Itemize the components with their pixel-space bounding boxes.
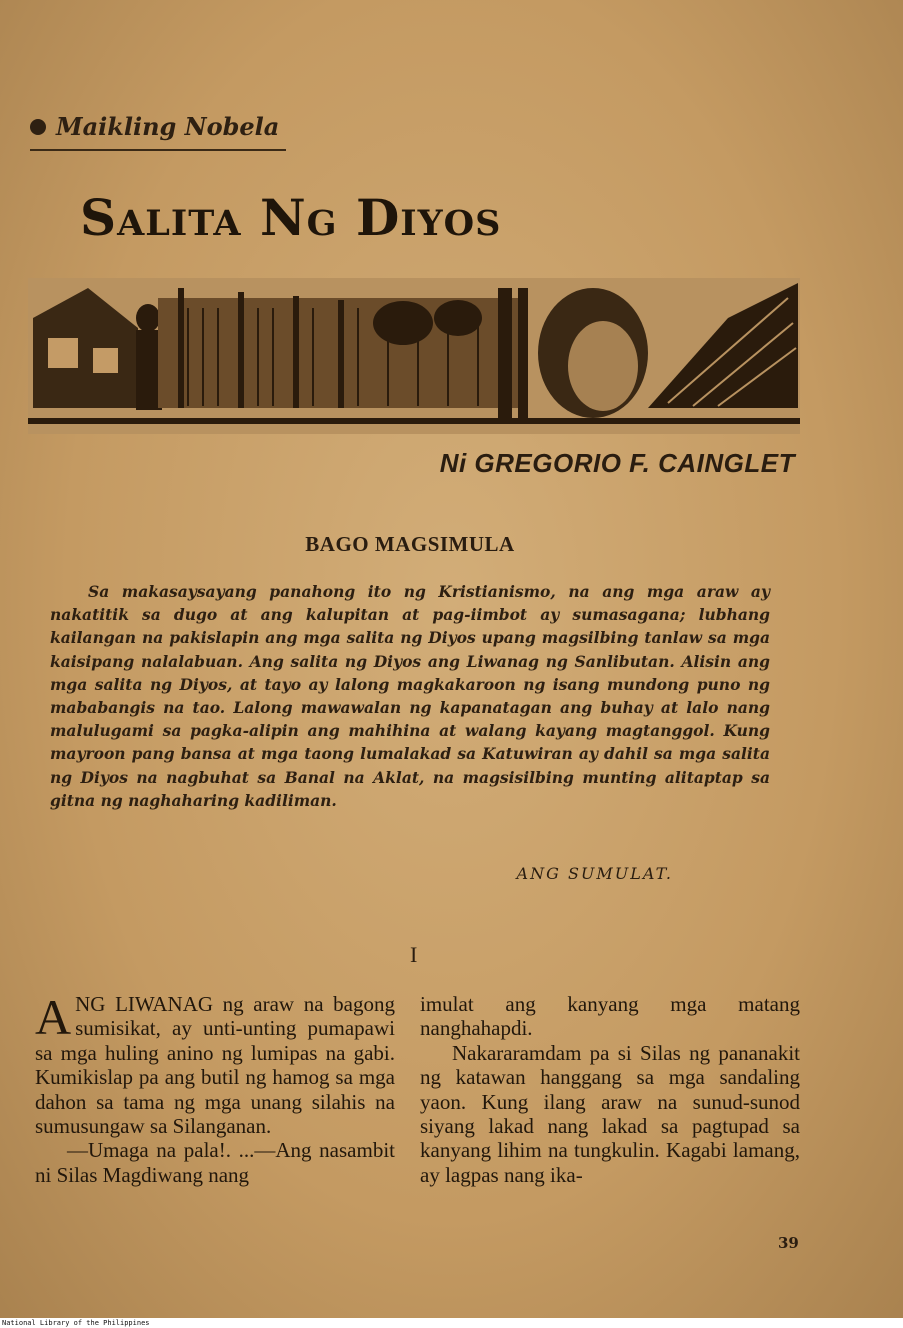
paragraph-text: NG LIWANAG ng araw na bagong sumisikat, ay unti-unting pumapawi sa mga huling anino ng lumipas na gabi. Kumikislap pa ang butil ng hamog sa mga dahon sa tama ng mga unang silahis na sumusungaw sa Silanganan. — [35, 992, 395, 1139]
story-paragraph: imulat ang kanyang mga matang nanghahapdi. — [420, 992, 800, 1041]
story-column-right — [420, 992, 800, 1187]
section-label — [30, 112, 286, 151]
story-title: Salita Ng Diyos — [80, 188, 502, 247]
intro-signature: ANG SUMULAT. — [516, 864, 673, 883]
author-byline: Ni GREGORIO F. CAINGLET — [439, 448, 795, 478]
intro-text: Sa makasaysayang panahong ito ng Kristianismo, na ang mga araw ay nakatitik sa dugo at ang kalupitan at pag-iimbot ay sumasagana; lubhang kailangan na pakislapin ang mga salita ng Diyos upang magsilbing tanlaw sa mga kaisipang nalalabuan. Ang salita ng Diyos ang Liwanag ng Sanlibutan. Alisin ang mga salita ng Diyos, at tayo ay lalong magkakaroon ng isang mundong puno ng mababangis na tao. Lalong mawawalan ng kapanatagan ang buhay at lalo nang malulugami sa pagka-alipin ang mahihina at walang kayang magtanggol. Kung mayroon pang bansa at mga taong lumalakad sa Katuwiran ay dahil sa mga salita ng Diyos na nagbuhat sa Banal na Aklat, na magsisilbing munting alitaptap sa gitna ng naghaharing kadiliman. — [50, 582, 770, 810]
story-paragraph — [35, 989, 395, 1139]
drop-cap: A — [35, 989, 72, 1045]
chapter-number: I — [410, 942, 418, 967]
story-column-left — [35, 989, 395, 1187]
intro-heading: BAGO MAGSIMULA — [305, 532, 515, 556]
bullet-icon — [30, 119, 46, 135]
story-paragraph: Nakararamdam pa si Silas ng pananakit ng katawan hanggang sa mga sandaling yaon. Kung ilang araw na sunud-sunod siyang lakad nang lakad sa pagtupad sa kanyang lihim na tungkulin. Kagabi lamang, ay lagpas nang ika- — [420, 1040, 800, 1187]
page-number: 39 — [778, 1234, 799, 1252]
section-label-text: Maikling Nobela — [56, 112, 280, 141]
footer-credit: National Library of the Philippines — [0, 1318, 903, 1328]
story-paragraph: —Umaga na pala!. ...—Ang nasambit ni Silas Magdiwang nang — [35, 1138, 395, 1187]
header-illustration — [28, 278, 800, 434]
